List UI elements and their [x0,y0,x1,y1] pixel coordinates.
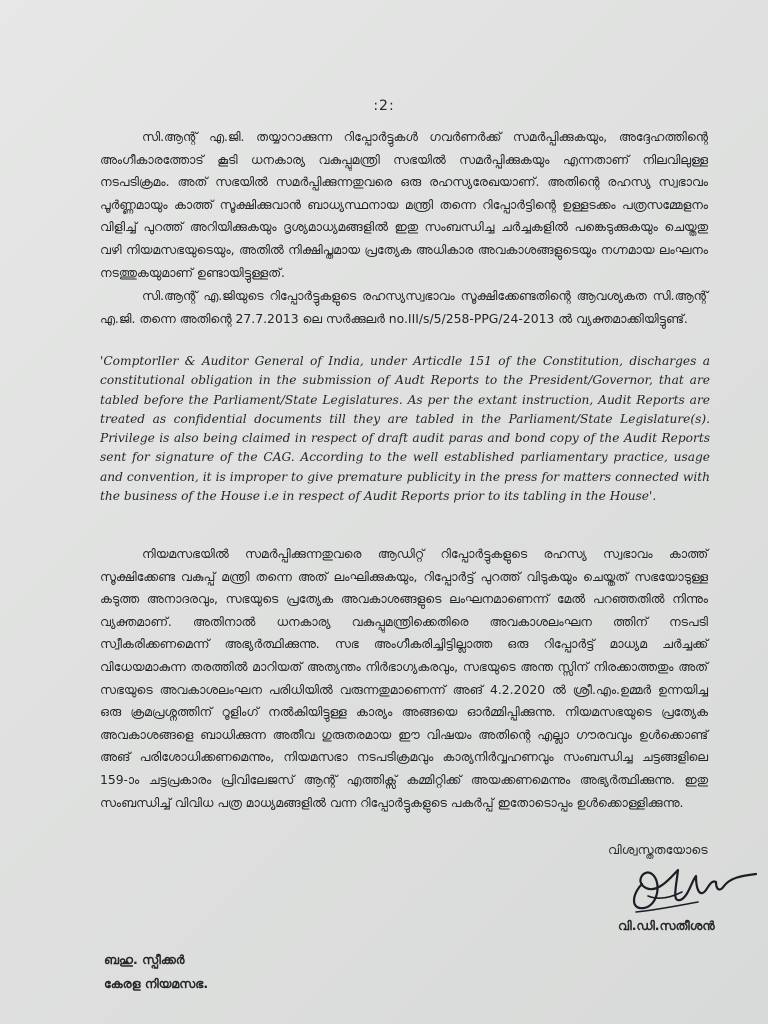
page-number: :2: [373,98,395,114]
signer-name: വി.ഡി.സതീശൻ [618,918,715,933]
recipient-title: ബഹു. സ്പീക്കർ [104,952,185,967]
cag-circular-quote: 'Comptorller & Auditor General of India, under Articdle 151 of the Constitution, discharges a constitutional obligation in the submission of Audt Reports to the President/Governor, that are tabled before the Parliament/State Legislatures. As per the extant instruction, Audit Reports are treated as confidential documents till they are tabled in the Parliament/State Legislature(s). Privilege is also being claimed in respect of draft audit paras and bond copy of the Audit Reports sent for signature of the CAG. According to the well established parliamentary practice, usage and convention, it is improper to give premature publicity in the press for matters connected with the business of the House i.e in respect of Audit Reports prior to its tabling in the House'. [100,354,710,504]
paragraph-2: സി.ആന്റ് എ.ജിയുടെ റിപ്പോർട്ടുകളുടെ രഹസ്യസ്വഭാവം സൂക്ഷിക്കേണ്ടതിന്റെ ആവശ്യകത സി.ആന്റ് എ.ജി. തന്നെ അതിന്റെ 27.7.2013 ലെ സർക്കുലർ no.III/s/5/258-PPG/24-2013 ൽ വ്യക്തമാക്കിയിട്ടുണ്ട്. [100,288,708,326]
paragraph-1: സി.ആന്റ് എ.ജി. തയ്യാറാക്കുന്ന റിപ്പോർട്ടുകൾ ഗവർണർക്ക് സമർപ്പിക്കുകയും, അദ്ദേഹത്തിന്റെ അംഗീകാരത്തോട് കൂടി ധനകാര്യ വകുപ്പുമന്ത്രി സഭയിൽ സമർപ്പിക്കുകയും എന്നതാണ് നിലവിലുള്ള നടപടിക്രമം. അത് സഭയിൽ സമർപ്പിക്കുന്നതുവരെ ഒരു രഹസ്യരേഖയാണ്. അതിന്റെ രഹസ്യ സ്വഭാവം പൂർണ്ണമായും കാത്ത് സൂക്ഷിക്കുവാൻ ബാധ്യസ്ഥനായ മന്ത്രി തന്നെ റിപ്പോർട്ടിന്റെ ഉള്ളടക്കം പത്രസമ്മേളനം വിളിച്ച് പുറത്ത് അറിയിക്കുകയും ദൃശ്യമാധ്യമങ്ങളിൽ ഇതു സംബന്ധിച്ച ചർച്ചകളിൽ പങ്കെടുക്കുകയും ചെയ്തതു വഴി നിയമസഭയുടെയും, അതിൽ നിക്ഷിപ്തമായ പ്രത്യേക അധികാര അവകാശങ്ങളുടെയും നഗ്നമായ ലംഘനം നടത്തുകയുമാണ് ഉണ്ടായിട്ടുള്ളത്. [100,129,708,280]
closing-salutation: വിശ്വസ്തതയോടെ [608,842,708,857]
handwritten-signature [612,852,762,924]
paragraph-3: നിയമസഭയിൽ സമർപ്പിക്കുന്നതുവരെ ആഡിറ്റ് റിപ്പോർട്ടുകളുടെ രഹസ്യ സ്വഭാവം കാത്ത് സൂക്ഷിക്കേണ്ട വകുപ്പ് മന്ത്രി തന്നെ അത് ലംഘിക്കുകയും, റിപ്പോർട്ട് പുറത്ത് വിടുകയും ചെയ്തത് സഭയോടുള്ള കടുത്ത അനാദരവും, സഭയുടെ പ്രത്യേക അവകാശങ്ങളുടെ ലംഘനമാണെന്ന് മേൽ പറഞ്ഞതിൽ നിന്നും വ്യക്തമാണ്. അതിനാൽ ധനകാര്യ വകുപ്പുമന്ത്രിക്കെതിരെ അവകാശലംഘന ത്തിന് നടപടി സ്വീകരിക്കണമെന്ന് അഭ്യർത്ഥിക്കുന്നു. സഭ അംഗീകരിച്ചിട്ടില്ലാത്ത ഒരു റിപ്പോർട്ട് മാധ്യമ ചർച്ചക്ക് വിധേയമാകുന്ന തരത്തിൽ മാറിയത് അത്യന്തം നിർഭാഗ്യകരവും, സഭയുടെ അന്ത സ്സിന് നിരക്കാത്തതും അത് സഭയുടെ അവകാശലംഘന പരിധിയിൽ വരുന്നതുമാണെന്ന് അങ് 4.2.2020 ൽ ശ്രീ.എം.ഉമ്മർ ഉന്നയിച്ച ഒരു ക്രമപ്രശ്നത്തിന് റൂളിംഗ് നൽകിയിട്ടുള്ള കാര്യം അങ്ങയെ ഓർമ്മിപ്പിക്കുന്നു. നിയമസഭയുടെ പ്രത്യേക അവകാശങ്ങളെ ബാധിക്കുന്ന അതീവ ഗുരുതരമായ ഈ വിഷയം അതിന്റെ എല്ലാ ഗൗരവവും ഉൾക്കൊണ്ട് അങ് പരിശോധിക്കണമെന്നും, നിയമസഭാ നടപടിക്രമവും കാര്യനിർവ്വഹണവും സംബന്ധിച്ച ചട്ടങ്ങളിലെ 159-ാം ചട്ടപ്രകാരം പ്രിവിലേജസ് ആന്റ് എത്തിക്സ് കമ്മിറ്റിക്ക് അയക്കണമെന്നും അഭ്യർത്ഥിക്കുന്നു. ഇതു സംബന്ധിച്ച് വിവിധ പത്ര മാധ്യമങ്ങളിൽ വന്ന റിപ്പോർട്ടുകളുടെ പകർപ്പ് ഇതോടൊപ്പം ഉൾക്കൊള്ളിക്കുന്നു. [100,546,708,810]
recipient-institution: കേരള നിയമസഭ. [104,976,209,991]
